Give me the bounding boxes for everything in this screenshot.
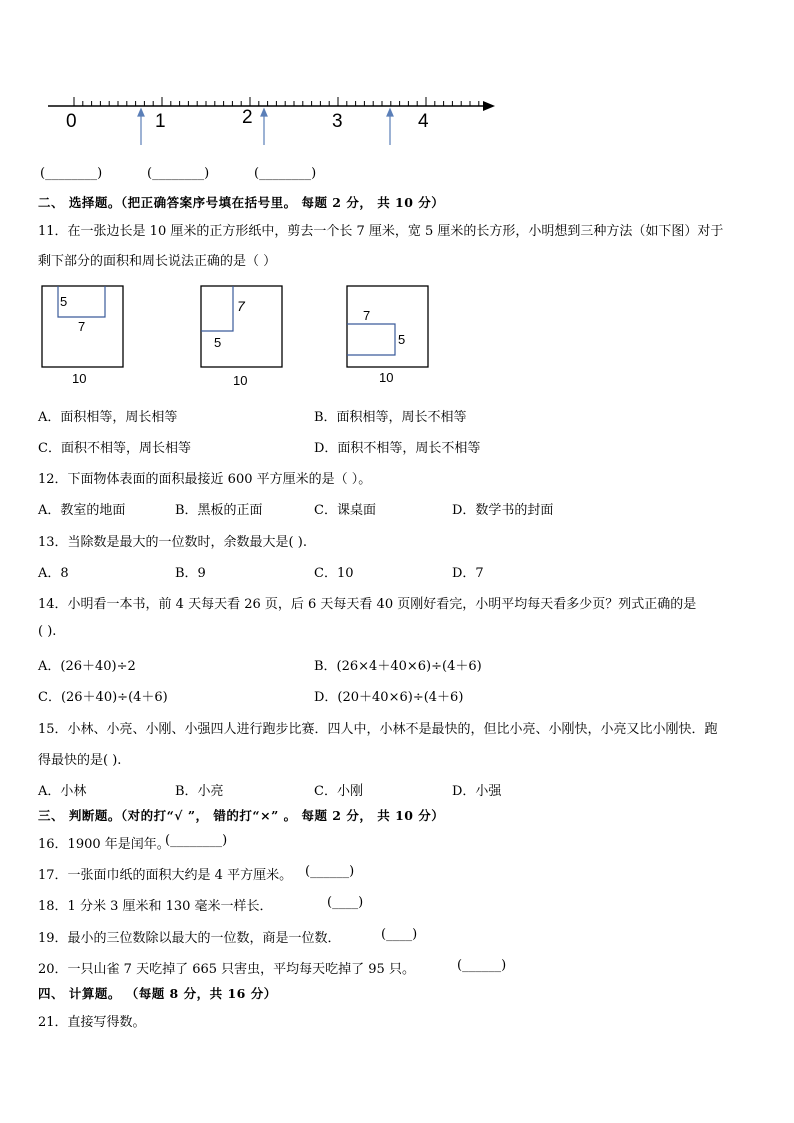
option[interactable]: A．8 (38, 566, 69, 581)
number-line-label: 1 (155, 111, 166, 132)
option[interactable]: A．面积相等，周长相等 (38, 410, 178, 425)
option[interactable]: C．10 (314, 566, 354, 581)
svg-text:5: 5 (398, 332, 406, 347)
answer-blank[interactable]: (________) (147, 166, 210, 181)
question-text: 19．最小的三位数除以最大的一位数，商是一位数． (38, 931, 341, 946)
question-text: 14．小明看一本书，前 4 天每天看 26 页，后 6 天每天看 40 页刚好看完，小明平均每天看多少页？列式正确的是 (38, 597, 697, 612)
number-line-label: 0 (66, 111, 77, 132)
option[interactable]: D．(20＋40×6)÷(4＋6) (314, 690, 464, 705)
option[interactable]: C．课桌面 (314, 503, 376, 518)
svg-text:10: 10 (233, 373, 248, 388)
question-text: 12．下面物体表面的面积最接近 600 平方厘米的是（ ）。 (38, 472, 372, 487)
answer-blank[interactable]: (____) (381, 927, 418, 942)
option[interactable]: A．教室的地面 (38, 503, 126, 518)
option[interactable]: C．小刚 (314, 784, 363, 799)
option[interactable]: D．数学书的封面 (452, 503, 554, 518)
svg-text:7: 7 (237, 298, 245, 314)
option[interactable]: D．面积不相等，周长不相等 (314, 441, 481, 456)
answer-blank[interactable]: (______) (457, 958, 507, 973)
question-text: 21．直接写得数。 (38, 1015, 146, 1030)
option[interactable]: A．(26＋40)÷2 (38, 659, 136, 674)
svg-text:5: 5 (60, 294, 68, 309)
question-text: 11．在一张边长是 10 厘米的正方形纸中，剪去一个长 7 厘米，宽 5 厘米的长方形，小明想到三种方法（如下图）对于 (38, 224, 724, 239)
svg-text:7: 7 (363, 308, 371, 323)
answer-blank[interactable]: (________) (165, 833, 228, 848)
section-title: 四、 计算题。 （每题 8 分，共 16 分） (38, 986, 277, 1001)
question-text: 17．一张面巾纸的面积大约是 4 平方厘米。 (38, 868, 293, 883)
question-text: 13．当除数是最大的一位数时，余数最大是( ). (38, 535, 307, 550)
question-text: 剩下部分的面积和周长说法正确的是（ ） (38, 254, 277, 269)
answer-blank[interactable]: (______) (305, 864, 355, 879)
option[interactable]: B．小亮 (175, 784, 224, 799)
option[interactable]: A．小林 (38, 784, 87, 799)
square-figure-2 (197, 282, 287, 388)
option[interactable]: B．黑板的正面 (175, 503, 263, 518)
answer-blank[interactable]: (________) (40, 166, 103, 181)
option[interactable]: B．(26×4＋40×6)÷(4＋6) (314, 659, 482, 674)
question-text: 16．1900 年是闰年。 (38, 837, 170, 852)
svg-text:10: 10 (379, 370, 394, 385)
option[interactable]: D．7 (452, 566, 484, 581)
option[interactable]: B．面积相等，周长不相等 (314, 410, 467, 425)
option[interactable]: C．面积不相等，周长相等 (38, 441, 191, 456)
question-text: ( ). (38, 624, 57, 639)
svg-text:5: 5 (214, 335, 222, 350)
square-figure-1 (38, 282, 128, 388)
option[interactable]: D．小强 (452, 784, 502, 799)
section-title: 二、 选择题。（把正确答案序号填在括号里。 每题 2 分， 共 10 分） (38, 195, 445, 210)
answer-blank[interactable]: (________) (254, 166, 317, 181)
option[interactable]: C．(26＋40)÷(4＋6) (38, 690, 168, 705)
square-figure-3 (343, 282, 433, 388)
number-line-label: 3 (332, 111, 343, 132)
question-text: 20．一只山雀 7 天吃掉了 665 只害虫，平均每天吃掉了 95 只。 (38, 962, 415, 977)
question-text: 18．1 分米 3 厘米和 130 毫米一样长． (38, 899, 273, 914)
section-title: 三、 判断题。（对的打“√ ”， 错的打“×” 。 每题 2 分， 共 10 分） (38, 808, 445, 823)
number-line-label: 4 (418, 111, 429, 132)
option[interactable]: B．9 (175, 566, 206, 581)
svg-text:7: 7 (78, 319, 86, 334)
question-text: 15．小林、小亮、小刚、小强四人进行跑步比赛．四人中，小林不是最快的，但比小亮、小刚快，小亮又比小刚快．跑 (38, 722, 718, 737)
answer-blank[interactable]: (____) (327, 895, 364, 910)
number-line-figure (40, 90, 510, 155)
number-line-label: 2 (242, 107, 253, 128)
svg-text:10: 10 (72, 371, 87, 386)
question-text: 得最快的是( ). (38, 753, 122, 768)
